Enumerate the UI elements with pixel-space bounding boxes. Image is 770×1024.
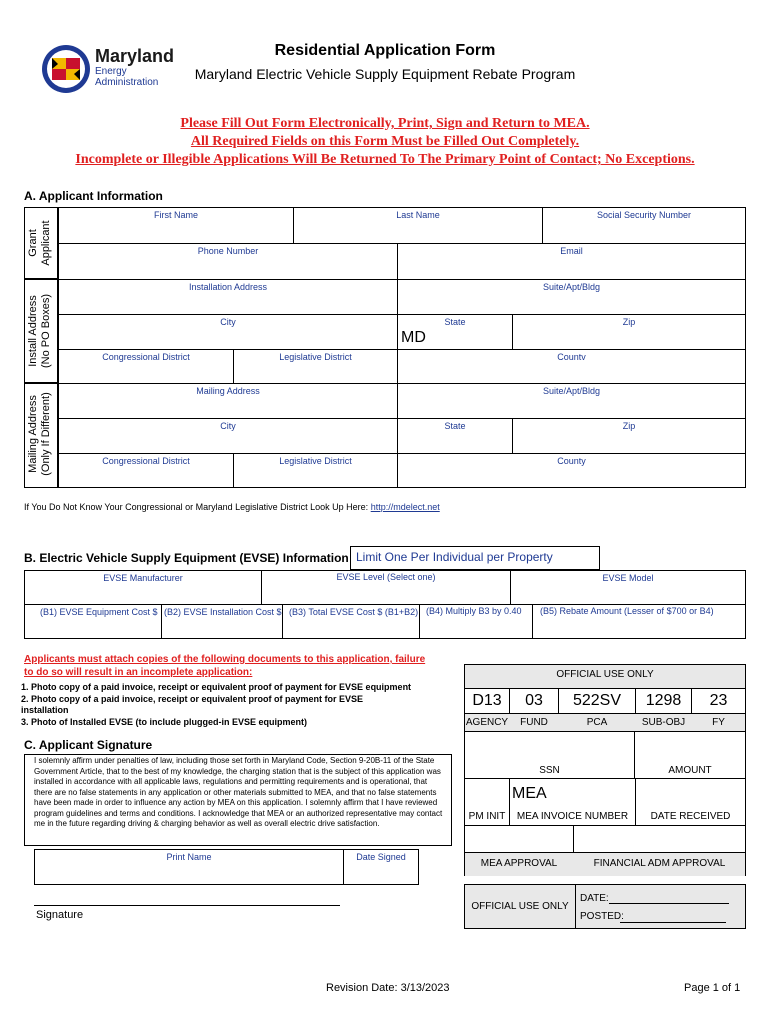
print-name-label: Print Name bbox=[166, 852, 212, 862]
phone-label: Phone Number bbox=[197, 246, 259, 256]
evse-model-label: EVSE Model bbox=[602, 573, 654, 583]
logo-name: Maryland bbox=[95, 46, 175, 66]
agency-value: D13 bbox=[472, 692, 502, 709]
form-title: Residential Application Form bbox=[274, 42, 496, 59]
district-lookup-text bbox=[24, 502, 440, 512]
b1-label: (B1) EVSE Equipment Cost $ bbox=[40, 607, 158, 617]
city-label: City bbox=[220, 317, 236, 327]
subobj-value: 1298 bbox=[645, 692, 682, 709]
county-label: Countv bbox=[557, 352, 586, 362]
mdelect-link[interactable]: http://mdelect.net bbox=[370, 502, 440, 512]
legislative-district-label: Legislative District bbox=[279, 352, 352, 362]
fund-label: FUND bbox=[520, 717, 548, 728]
email-label: Email bbox=[560, 246, 583, 256]
official2-label: OFFICIAL USE ONLY bbox=[471, 901, 569, 912]
amount-official-label: AMOUNT bbox=[668, 765, 712, 776]
attach-item-2b: installation bbox=[21, 705, 69, 715]
pca-label: PCA bbox=[586, 717, 608, 728]
logo-line2: Energy bbox=[95, 66, 127, 77]
install-address-label: Installation Address bbox=[188, 282, 268, 292]
pm-init-label: PM INIT bbox=[468, 811, 506, 822]
ssn-official-label: SSN bbox=[539, 765, 560, 776]
zip-label: Zip bbox=[622, 317, 636, 327]
signature-label: Signature bbox=[36, 909, 84, 921]
fin-approval-label: FINANCIAL ADM APPROVAL bbox=[593, 858, 726, 869]
mea-value: MEA bbox=[512, 785, 547, 802]
mailing-county-label: County bbox=[557, 456, 586, 466]
section-b-title: B. Electric Vehicle Supply Equipment (EVSE) Information bbox=[24, 551, 349, 565]
suite-label: Suite/Apt/Bldg bbox=[542, 282, 601, 292]
side-mailing-label: Mailing Address (Only If Different) bbox=[27, 392, 52, 476]
signature-line[interactable] bbox=[34, 905, 340, 906]
b2-label: (B2) EVSE Installation Cost $ bbox=[164, 607, 282, 617]
section-c-title: C. Applicant Signature bbox=[24, 738, 153, 752]
state-value: MD bbox=[401, 329, 426, 346]
page-number: Page 1 of 1 bbox=[684, 982, 741, 994]
section-a-title: A. Applicant Information bbox=[24, 189, 163, 203]
fy-value: 23 bbox=[709, 692, 728, 709]
b3-label: (B3) Total EVSE Cost $ (B1+B2) bbox=[289, 607, 419, 617]
attach-item-3: 3. Photo of Installed EVSE (to include plugged-in EVSE equipment) bbox=[21, 717, 308, 727]
b4-label: (B4) Multiply B3 by 0.40 bbox=[426, 606, 522, 616]
date-line bbox=[609, 903, 729, 904]
state-label: State bbox=[444, 317, 466, 327]
posted-label: POSTED: bbox=[580, 911, 624, 922]
official-title: OFFICIAL USE ONLY bbox=[556, 669, 654, 680]
date-signed-label: Date Signed bbox=[356, 852, 406, 862]
notice-3: Incomplete or Illegible Applications Will Be Returned To The Primary Point of Contact; No Exceptions. bbox=[75, 152, 695, 167]
evse-manufacturer-label: EVSE Manufacturer bbox=[103, 573, 183, 583]
side-grant-label: Grant Applicant bbox=[27, 220, 52, 266]
mailing-address-label: Mailing Address bbox=[196, 386, 260, 396]
ssn-label: Social Security Number bbox=[596, 210, 692, 220]
notice-1: Please Fill Out Form Electronically, Print, Sign and Return to MEA. bbox=[180, 116, 590, 131]
limit-text: Limit One Per Individual per Property bbox=[356, 550, 553, 564]
invoice-label: MEA INVOICE NUMBER bbox=[516, 811, 629, 822]
mailing-legislative-label: Legislative District bbox=[279, 456, 352, 466]
pca-value: 522SV bbox=[572, 692, 622, 709]
mailing-congressional-label: Congressional District bbox=[102, 456, 190, 466]
revision-date: Revision Date: 3/13/2023 bbox=[326, 982, 450, 994]
attach-item-2: 2. Photo copy of a paid invoice, receipt or equivalent proof of payment for EVSE bbox=[21, 694, 364, 704]
evse-level-label: EVSE Level (Select one) bbox=[336, 572, 436, 582]
mailing-suite-label: Suite/Apt/Bldg bbox=[542, 386, 601, 396]
date-label: DATE: bbox=[580, 893, 609, 904]
b5-label: (B5) Rebate Amount (Lesser of $700 or B4) bbox=[540, 606, 714, 616]
subobj-label: SUB-OBJ bbox=[641, 717, 686, 728]
fund-value: 03 bbox=[525, 692, 543, 709]
notice-2: All Required Fields on this Form Must be Filled Out Completely. bbox=[190, 134, 580, 149]
mailing-city-label: City bbox=[220, 421, 236, 431]
first-name-label: First Name bbox=[153, 210, 198, 220]
attach-item-1: 1. Photo copy of a paid invoice, receipt or equivalent proof of payment for EVSE equipment bbox=[21, 682, 412, 692]
last-name-label: Last Name bbox=[396, 210, 440, 220]
mailing-state-label: State bbox=[444, 421, 466, 431]
agency-label: AGENCY bbox=[465, 717, 509, 728]
attach-warning-1: Applicants must attach copies of the following documents to this application, failure bbox=[24, 654, 426, 665]
affirmation-text: I solemnly affirm under penalties of law, including those set forth in Maryland Code, Section 9-20B-11 of the State Government Article, that to the best of my knowledge, the charging station that is the subject of this application was installed in accordance with all applicable laws, regulations and permitting requirements and is operational, that there are no false statements in any application or other materials submitted to MEA, and that no false statements have been made in order to influence any action by MEA on this application. I solemnly affirm that I have reviewed program guidelines and terms and conditions. I acknowledge that MEA or an authorized representative may contact me in the future regarding driving & charging behavior as well as overall electric drive satisfaction. bbox=[34, 756, 443, 828]
date-received-label: DATE RECEIVED bbox=[650, 811, 731, 822]
posted-line bbox=[620, 922, 726, 923]
mailing-zip-label: Zip bbox=[622, 421, 636, 431]
form-subtitle: Maryland Electric Vehicle Supply Equipment Rebate Program bbox=[194, 66, 576, 82]
logo-line3: Administration bbox=[95, 77, 159, 88]
lookup-text: If You Do Not Know Your Congressional or Maryland Legislative District Look Up Here: bbox=[24, 502, 371, 512]
side-install-label: Install Address (No PO Boxes) bbox=[27, 294, 52, 368]
mea-logo bbox=[40, 44, 92, 94]
attach-warning-2: to do so will result in an incomplete application: bbox=[24, 667, 253, 678]
mea-approval-label: MEA APPROVAL bbox=[480, 858, 558, 869]
congressional-district-label: Congressional District bbox=[102, 352, 190, 362]
fy-label: FY bbox=[712, 717, 725, 728]
